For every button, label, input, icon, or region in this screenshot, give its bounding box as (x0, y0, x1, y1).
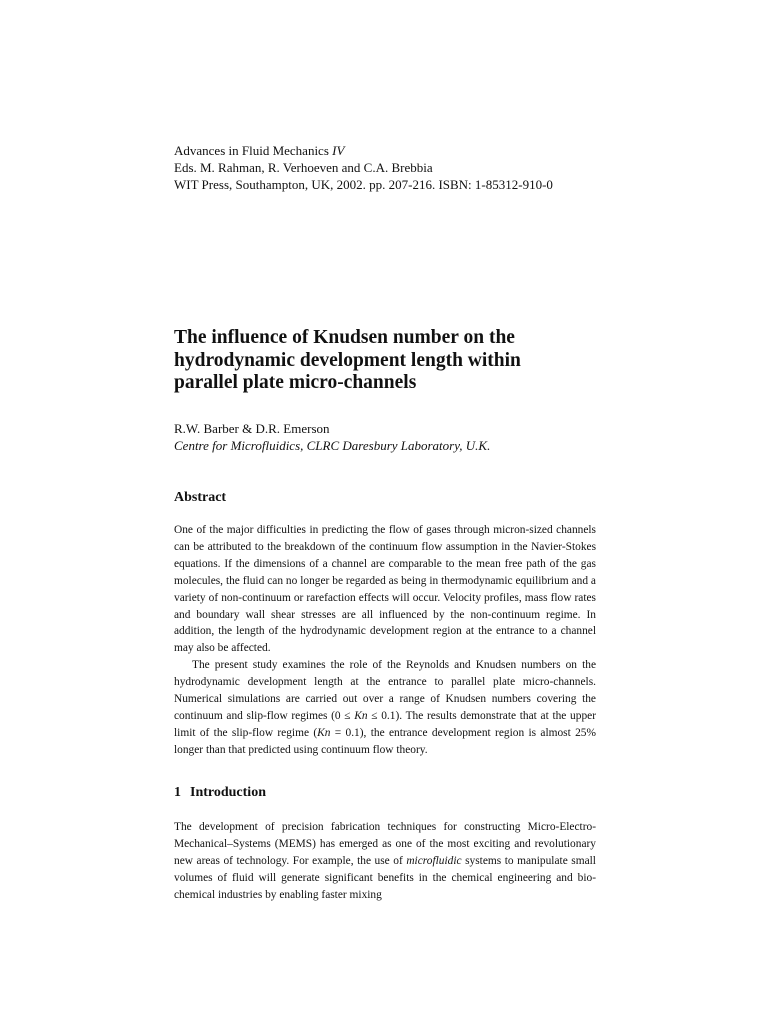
title-line-1: The influence of Knudsen number on the (174, 327, 515, 348)
introduction-heading (174, 785, 266, 801)
header-line-2: Eds. M. Rahman, R. Verhoeven and C.A. Brebbia (174, 160, 433, 175)
author-affiliation: Centre for Microfluidics, CLRC Daresbury Laboratory, U.K. (174, 438, 491, 453)
title-line-3: parallel plate micro-channels (174, 372, 417, 393)
author-names: R.W. Barber & D.R. Emerson (174, 421, 330, 436)
header-line-1: Advances in Fluid Mechanics IV (174, 143, 345, 158)
title-line-2: hydrodynamic development length within (174, 349, 521, 371)
section-title: Introduction (190, 785, 266, 800)
publication-header (174, 142, 596, 193)
section-number: 1 (174, 785, 181, 800)
header-line-3: WIT Press, Southampton, UK, 2002. pp. 207-216. ISBN: 1-85312-910-0 (174, 177, 553, 192)
introduction-paragraph-1: The development of precision fabrication techniques for constructing Micro-Electro-Mechanical–Systems (MEMS) has emerged as one of the most exciting and revolutionary new areas of technology. For example, the use of microfluidic systems to manipulate small volumes of fluid will generate significant benefits in the chemical engineering and bio-chemical industries by enabling faster mixing (174, 821, 596, 901)
volume-number: IV (332, 143, 345, 158)
paper-title (174, 327, 596, 395)
author-block (174, 420, 596, 454)
introduction-body (174, 819, 596, 904)
abstract-heading: Abstract (174, 490, 227, 505)
abstract-paragraph-2: The present study examines the role of the Reynolds and Knudsen numbers on the hydrodynamic development length at the entrance to parallel plate micro-channels. Numerical simulations are carried out over a range of Knudsen numbers covering the continuum and slip-flow regimes (0 ≤ Kn ≤ 0.1). The results demonstrate that at the upper limit of the slip-flow regime (Kn = 0.1), the entrance development region is almost 25% longer than that predicted using continuum flow theory. (174, 659, 596, 756)
abstract-body (174, 522, 596, 759)
abstract-paragraph-1: One of the major difficulties in predicting the flow of gases through micron-sized channels can be attributed to the breakdown of the continuum flow assumption in the Navier-Stokes equations. If the dimensions of a channel are comparable to the mean free path of the gas molecules, the fluid can no longer be regarded as being in thermodynamic equilibrium and a variety of non-continuum or rarefaction effects will occur. Velocity profiles, mass flow rates and boundary wall shear stresses are all influenced by the non-continuum regime. In addition, the length of the hydrodynamic development region at the entrance to a channel may also be affected. (174, 524, 596, 655)
